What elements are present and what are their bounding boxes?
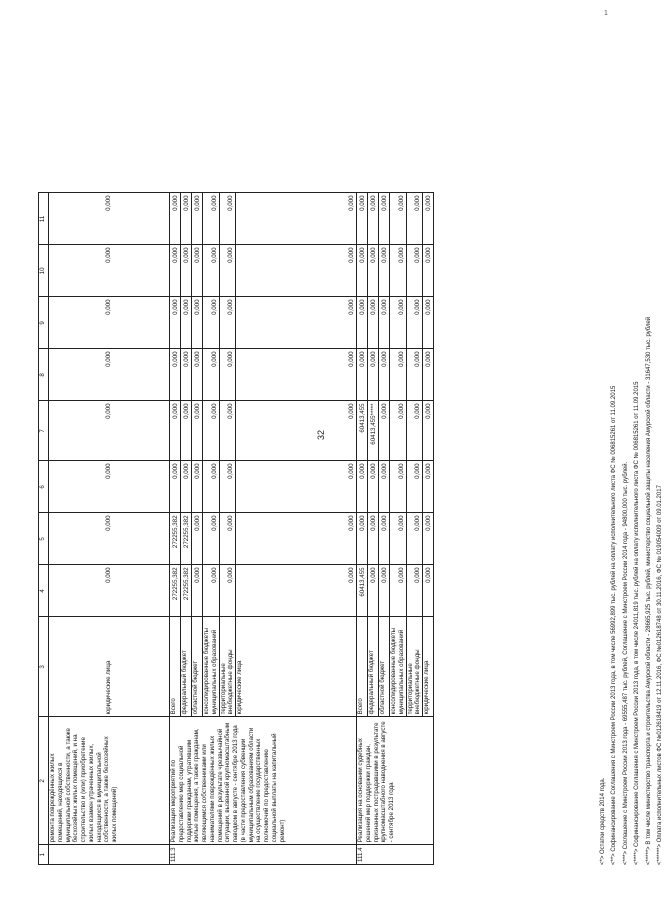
value-cell: 60413,455 [357, 401, 368, 461]
value-cell: 0,000 [368, 513, 379, 565]
value-cell: 60413,455 [357, 565, 368, 617]
value-cell: 0,000 [379, 245, 390, 297]
value-cell: 0,000 [192, 461, 203, 513]
value-cell: 272255,382 [181, 513, 192, 565]
value-cell: 0,000 [170, 349, 181, 401]
value-cell: 0,000 [390, 349, 407, 401]
row-number-cell: 111.3 [170, 845, 357, 865]
value-cell: 0,000 [49, 193, 170, 245]
funding-source-label: юридические лица [49, 617, 170, 717]
value-cell: 0,000 [236, 401, 357, 461]
value-cell: 0,000 [357, 193, 368, 245]
value-cell: 0,000 [49, 461, 170, 513]
row-number-cell [49, 845, 170, 865]
value-cell: 0,000 [423, 297, 434, 349]
value-cell: 0,000 [379, 513, 390, 565]
header-cell-2: 2 [39, 717, 49, 845]
funding-source-label: федеральный бюджет [368, 617, 379, 717]
funding-source-label: юридические лица [423, 617, 434, 717]
value-cell: 0,000 [203, 349, 220, 401]
value-cell: 0,000 [219, 349, 236, 401]
value-cell: 0,000 [236, 193, 357, 245]
value-cell: 0,000 [236, 349, 357, 401]
value-cell: 0,000 [390, 245, 407, 297]
value-cell: 0,000 [203, 565, 220, 617]
header-row [39, 193, 49, 865]
value-cell: 0,000 [406, 401, 423, 461]
value-cell: 0,000 [219, 461, 236, 513]
value-cell: 0,000 [357, 349, 368, 401]
value-cell: 0,000 [170, 297, 181, 349]
value-cell: 0,000 [49, 401, 170, 461]
value-cell: 0,000 [219, 565, 236, 617]
footnote: <*****> В том числе министерство транспорта и строительства Амурской области - 28665,925 тыс. рублей, министерство социальной защиты населения Амурской области - 31647,530 тыс. рублей [645, 316, 652, 865]
value-cell: 0,000 [181, 193, 192, 245]
value-cell: 0,000 [423, 513, 434, 565]
value-cell: 0,000 [170, 245, 181, 297]
value-cell: 0,000 [236, 297, 357, 349]
value-cell: 0,000 [181, 349, 192, 401]
value-cell: 0,000 [203, 193, 220, 245]
value-cell: 0,000 [236, 513, 357, 565]
value-cell: 0,000 [390, 461, 407, 513]
value-cell: 0,000 [357, 513, 368, 565]
value-cell: 0,000 [379, 193, 390, 245]
footnotes [598, 317, 666, 865]
measure-description: Реализация мероприятий по предоставлению мер социальной поддержки гражданам, утратившим жилые помещения, а также гражданам, являющимся собственниками или нанимателями повреждённых жилых помещений в результате чрезвычайной ситуации, вызванной крупномасштабным паводком в августе - сентябре 2013 года (в части предоставления субвенции муниципальным образованиям области на осуществление государственных полномочий по предоставлению социальной выплаты на капитальный ремонт) [170, 717, 357, 845]
value-cell: 0,000 [192, 513, 203, 565]
header-cell-1: 1 [39, 845, 49, 865]
value-cell: 0,000 [219, 297, 236, 349]
funding-source-label: Всего [170, 617, 181, 717]
stray-mark: 1 [604, 10, 608, 17]
value-cell: 0,000 [219, 193, 236, 245]
funding-source-label: федеральный бюджет [181, 617, 192, 717]
value-cell: 0,000 [406, 245, 423, 297]
measure-description: ремонта повреждённых жилых помещений, находящихся в муниципальной собственности, а также бесхозяйных жилых помещений, и на строительство и (или) приобретение жилых взамен утраченных жилых, находящихся в муниципальной собственности, а также бесхозяйных жилых помещений) [49, 717, 170, 845]
value-cell: 0,000 [192, 193, 203, 245]
value-cell: 0,000 [390, 565, 407, 617]
value-cell: 0,000 [390, 401, 407, 461]
measure-description: Реализация на основании судебных решений мер поддержки граждан, признанных пострадавшими в результате крупномасштабного наводнения в августе - сентябре 2013 года [357, 717, 434, 845]
value-cell: 0,000 [203, 513, 220, 565]
funding-source-label: областной бюджет [192, 617, 203, 717]
value-cell: 0,000 [219, 401, 236, 461]
table-body [39, 193, 434, 865]
header-cell-11: 11 [39, 193, 49, 245]
value-cell: 0,000 [368, 461, 379, 513]
value-cell: 0,000 [170, 461, 181, 513]
value-cell: 272255,382 [170, 565, 181, 617]
table-row [357, 193, 368, 865]
value-cell: 0,000 [406, 513, 423, 565]
value-cell: 0,000 [203, 245, 220, 297]
value-cell: 0,000 [181, 245, 192, 297]
value-cell: 0,000 [406, 297, 423, 349]
value-cell: 0,000 [357, 245, 368, 297]
value-cell: 0,000 [357, 297, 368, 349]
value-cell: 0,000 [192, 349, 203, 401]
header-cell-8: 8 [39, 349, 49, 401]
value-cell: 272255,382 [170, 513, 181, 565]
header-cell-10: 10 [39, 245, 49, 297]
funding-source-label: Всего [357, 617, 368, 717]
value-cell: 0,000 [423, 245, 434, 297]
value-cell: 0,000 [379, 297, 390, 349]
value-cell: 0,000 [49, 245, 170, 297]
value-cell: 0,000 [203, 401, 220, 461]
value-cell: 0,000 [368, 349, 379, 401]
footnote: <******> Оплата исполнительных листов ФС №012618419 от 12.11.2016, ФС №012618748 от 30.11.2016, ФС № 019054009 от 09.01.2017 [656, 485, 663, 865]
value-cell: 0,000 [379, 401, 390, 461]
value-cell: 0,000 [219, 245, 236, 297]
value-cell: 0,000 [170, 401, 181, 461]
value-cell: 0,000 [49, 513, 170, 565]
funding-source-label: территориальные внебюджетные фонды [406, 617, 423, 717]
funding-source-label: консолидированные бюджеты муниципальных образований [203, 617, 220, 717]
value-cell: 0,000 [423, 401, 434, 461]
value-cell: 0,000 [170, 193, 181, 245]
value-cell: 272255,382 [181, 565, 192, 617]
value-cell: 0,000 [423, 349, 434, 401]
funding-source-label: юридические лица [236, 617, 357, 717]
value-cell: 0,000 [49, 349, 170, 401]
value-cell: 0,000 [406, 349, 423, 401]
value-cell: 0,000 [181, 401, 192, 461]
header-cell-3: 3 [39, 617, 49, 717]
value-cell: 0,000 [219, 513, 236, 565]
value-cell: 0,000 [379, 565, 390, 617]
footnote: <***> Соглашение с Минстроем России 2013 года - 69555,487 тыс. рублей, Соглашение с Минстроем России 2014 года - 94800,000 тыс. рублей. [622, 461, 629, 865]
value-cell: 0,000 [236, 565, 357, 617]
value-cell: 0,000 [357, 461, 368, 513]
value-cell: 0,000 [192, 565, 203, 617]
value-cell: 0,000 [181, 461, 192, 513]
value-cell: 0,000 [203, 461, 220, 513]
value-cell: 0,000 [390, 297, 407, 349]
value-cell: 0,000 [423, 565, 434, 617]
value-cell: 0,000 [406, 193, 423, 245]
value-cell: 0,000 [390, 193, 407, 245]
value-cell: 0,000 [49, 565, 170, 617]
value-cell: 0,000 [236, 461, 357, 513]
value-cell: 0,000 [49, 297, 170, 349]
funding-source-label: территориальные внебюджетные фонды [219, 617, 236, 717]
footnote: <**> Софинансирование Соглашения с Минстроем России 2013 года, в том числе 56992,899 тыс. рублей на оплату исполнительного листа ФС № 006815261 от 11.09.2015 [611, 385, 618, 865]
footnote: <*> Остатки средств 2014 года. [600, 777, 606, 865]
row-number-cell: 111.4 [357, 845, 434, 865]
value-cell: 0,000 [368, 193, 379, 245]
value-cell: 0,000 [368, 245, 379, 297]
value-cell: 0,000 [406, 461, 423, 513]
header-cell-9: 9 [39, 297, 49, 349]
header-cell-4: 4 [39, 565, 49, 617]
value-cell: 0,000 [390, 513, 407, 565]
value-cell: 0,000 [203, 297, 220, 349]
funding-source-label: областной бюджет [379, 617, 390, 717]
header-cell-7: 7 [39, 401, 49, 461]
value-cell: 0,000 [368, 565, 379, 617]
footnote: <****> Софинансирование Соглашения с Минстроем России 2013 года, в том числе 24011,819 тыс. рублей на оплату исполнительного листа ФС № 006815261 от 11.09.2015 [634, 381, 641, 865]
value-cell: 0,000 [192, 297, 203, 349]
header-cell-6: 6 [39, 461, 49, 513]
rotated-page-content [18, 30, 663, 890]
funding-source-label: консолидированные бюджеты муниципальных образований [390, 617, 407, 717]
table-row [170, 193, 181, 865]
value-cell: 0,000 [192, 401, 203, 461]
page-number: 32 [316, 429, 327, 441]
value-cell: 0,000 [406, 565, 423, 617]
value-cell: 60413,455***** [368, 401, 379, 461]
value-cell: 0,000 [423, 193, 434, 245]
header-cell-5: 5 [39, 513, 49, 565]
value-cell: 0,000 [423, 461, 434, 513]
value-cell: 0,000 [192, 245, 203, 297]
table-row [49, 193, 170, 865]
value-cell: 0,000 [181, 297, 192, 349]
value-cell: 0,000 [368, 297, 379, 349]
value-cell: 0,000 [379, 461, 390, 513]
budget-table [38, 192, 434, 865]
value-cell: 0,000 [379, 349, 390, 401]
value-cell: 0,000 [236, 245, 357, 297]
